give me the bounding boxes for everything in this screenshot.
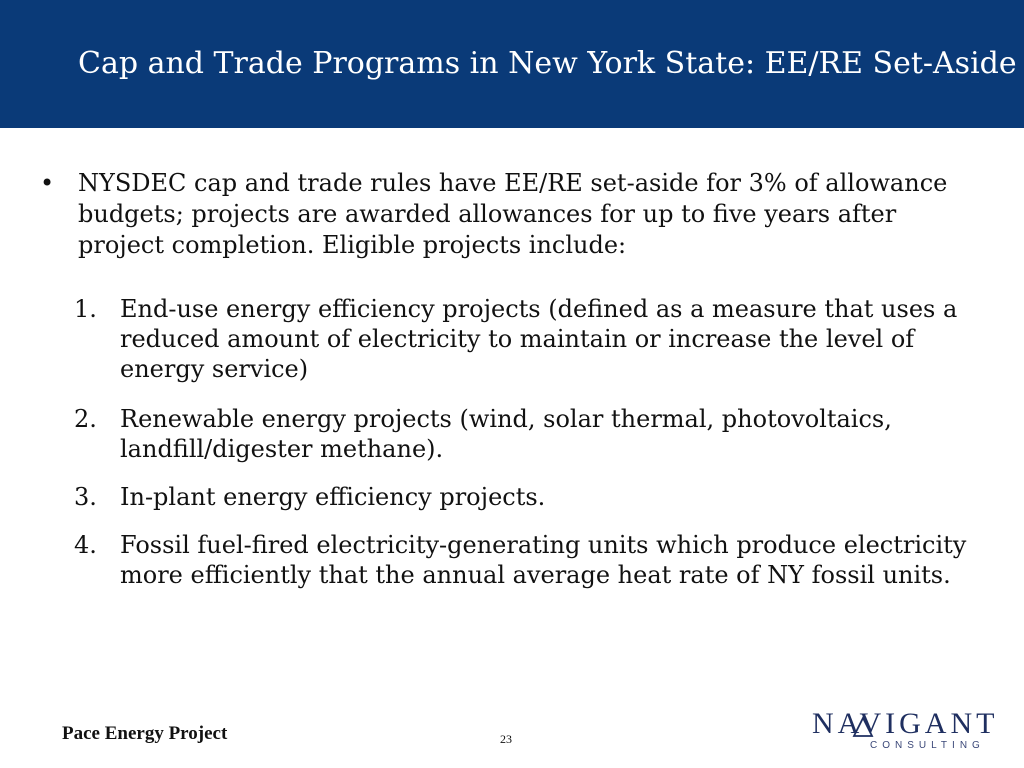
page-number: 23 [500,732,512,746]
logo-wordmark: NAVIGANT [812,707,999,740]
slide-title: Cap and Trade Programs in New York State: EE/RE Set-Aside [78,46,1017,81]
list-item-text: End-use energy efficiency projects (defined as a measure that uses a reduced amount of electricity to maintain or increase the level of energy service) [120,295,958,383]
list-item-text: Fossil fuel-fired electricity-generating units which produce electricity more efficiently that the annual average heat rate of NY fossil units. [120,531,967,589]
logo-accent-icon [852,716,874,738]
logo-subtitle: CONSULTING [870,740,985,751]
list-item-number: 1. [74,295,97,323]
list-item-text: In-plant energy efficiency projects. [120,483,546,511]
bullet-icon: • [40,169,55,197]
list-item-number: 4. [74,531,97,559]
navigant-logo [812,708,1010,756]
footer-project-name: Pace Energy Project [62,723,228,744]
list-item-number: 3. [74,483,97,511]
list-item-text: Renewable energy projects (wind, solar thermal, photovoltaics, landfill/digester methane). [120,405,892,463]
list-item-number: 2. [74,405,97,433]
main-bullet-text: NYSDEC cap and trade rules have EE/RE set-aside for 3% of allowance budgets; projects are awarded allowances for up to five years after project completion. Eligible projects include: [78,169,948,259]
